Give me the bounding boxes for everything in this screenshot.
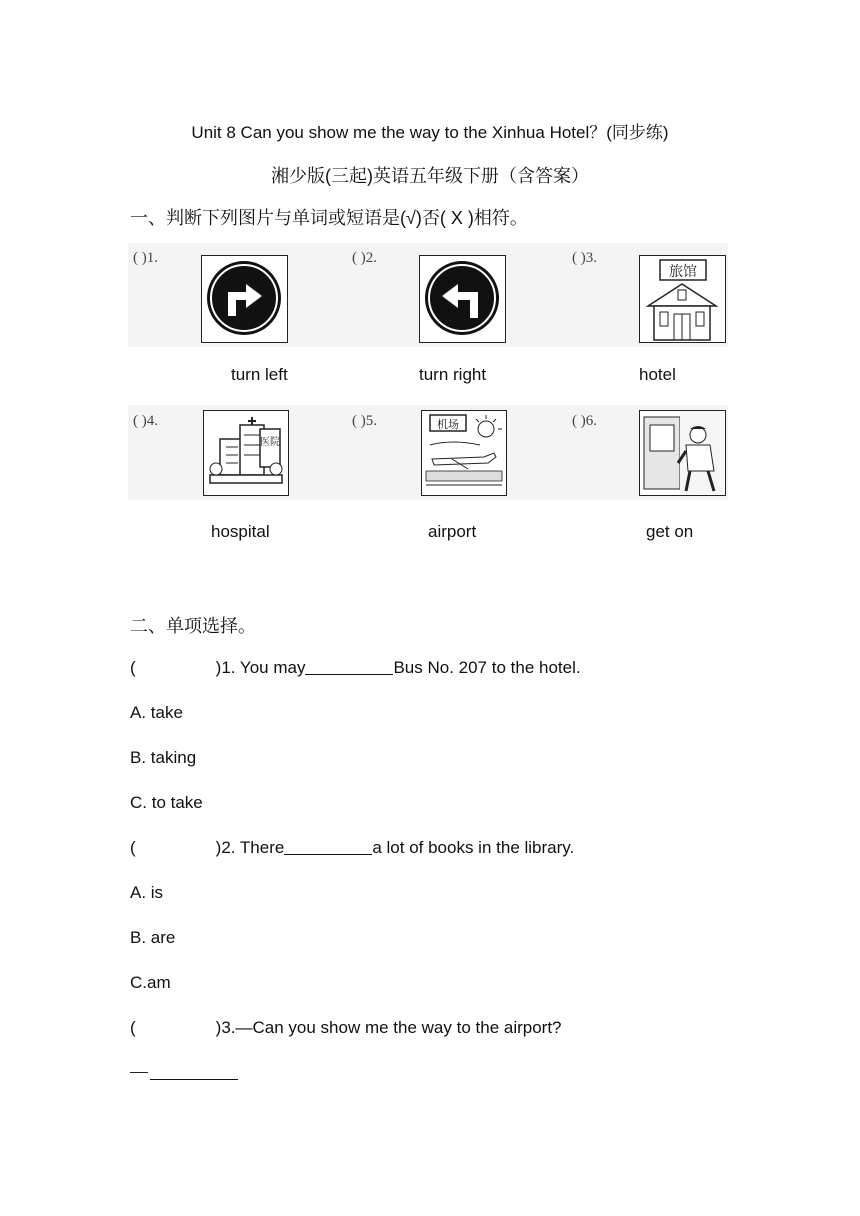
- q1-option-a: A. take: [130, 703, 183, 722]
- q2-option-b: B. are: [130, 928, 176, 947]
- item-label-1: turn left: [231, 365, 288, 384]
- section1-heading: 一、判断下列图片与单词或短语是(√)否( X )相符。: [130, 208, 528, 228]
- question-1-stem-b: Bus No. 207 to the hotel.: [393, 658, 581, 677]
- item-label-4: hospital: [211, 522, 270, 541]
- item-label-5: airport: [428, 522, 477, 541]
- q2-option-a: A. is: [130, 883, 164, 902]
- question-3-response: [130, 1063, 238, 1083]
- item-number-3: ( )3.: [572, 250, 597, 266]
- question-1: [130, 658, 581, 678]
- fill-blank-2[interactable]: [284, 853, 372, 855]
- hospital-sign-text: 医院: [260, 437, 280, 448]
- question-2: [130, 838, 574, 858]
- fill-blank-1[interactable]: [305, 673, 393, 675]
- item-label-2: turn right: [419, 365, 487, 384]
- question-3: [130, 1018, 562, 1038]
- item-number-2: ( )2.: [352, 250, 377, 266]
- hotel-sign-text: 旅馆: [669, 264, 697, 280]
- section2-heading: 二、单项选择。: [130, 616, 256, 636]
- item-label-3: hotel: [639, 365, 676, 384]
- item-number-5: ( )5.: [352, 413, 377, 429]
- question-2-stem-a: )2. There: [215, 838, 285, 857]
- q1-option-c: C. to take: [130, 793, 203, 812]
- answer-paren-open: (: [130, 658, 136, 677]
- answer-paren-open: (: [130, 1018, 136, 1037]
- item-number-4: ( )4.: [133, 413, 158, 429]
- person-getting-on-bus-icon: [639, 410, 726, 496]
- airport-sign-text: 机场: [437, 418, 459, 431]
- dialogue-dash: [130, 1072, 148, 1073]
- question-3-stem: )3.—Can you show me the way to the airport?: [215, 1018, 562, 1037]
- q1-option-b: B. taking: [130, 748, 197, 767]
- q2-option-c: C.am: [130, 973, 171, 992]
- item-label-6: get on: [646, 522, 694, 541]
- fill-blank-3[interactable]: [150, 1078, 238, 1080]
- turn-right-sign-icon: [201, 255, 288, 343]
- item-number-1: ( )1.: [133, 250, 158, 266]
- worksheet-title: Unit 8 Can you show me the way to the Xinhua Hotel？(同步练): [191, 123, 669, 142]
- question-2-stem-b: a lot of books in the library.: [372, 838, 575, 857]
- airport-icon: [421, 410, 507, 496]
- hospital-building-icon: [203, 410, 289, 496]
- hotel-building-icon: [639, 255, 726, 343]
- answer-paren-open: (: [130, 838, 136, 857]
- worksheet-subtitle: 湘少版(三起)英语五年级下册（含答案）: [271, 166, 589, 186]
- item-number-6: ( )6.: [572, 413, 597, 429]
- turn-left-sign-icon: [419, 255, 506, 343]
- question-1-stem-a: )1. You may: [215, 658, 306, 677]
